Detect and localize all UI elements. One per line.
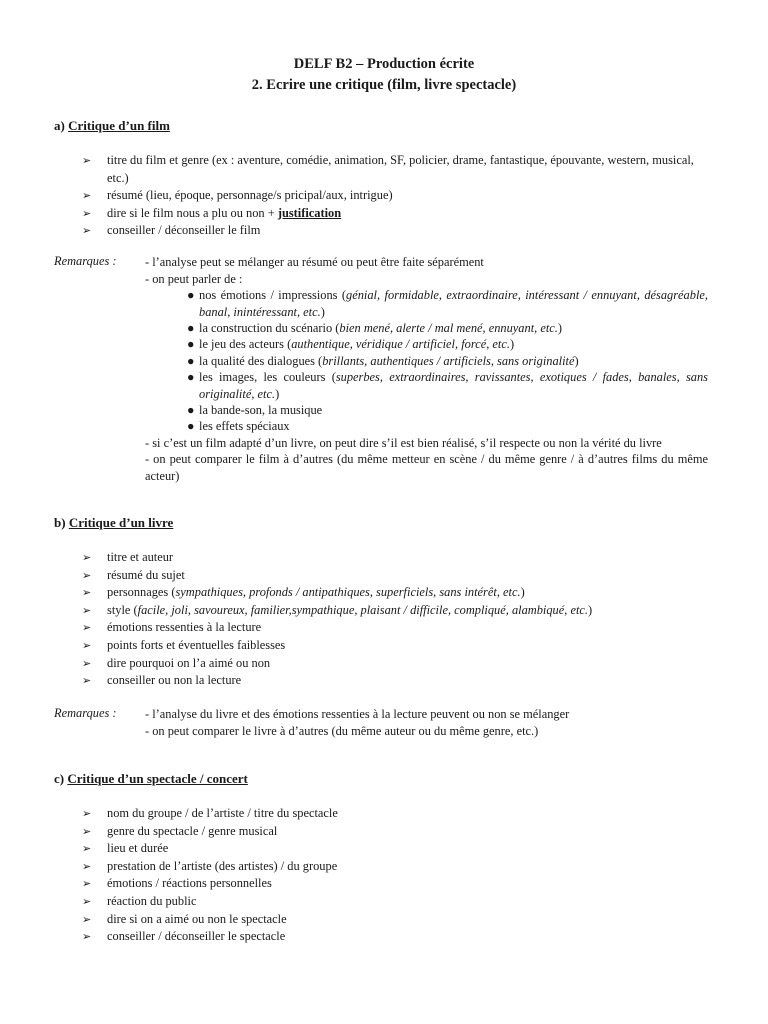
section-a-remarks: - l’analyse peut se mélanger au résumé ou peut être faite séparément - on peut parler de : ● nos émotions / impressions (génial, formidable, extraordinaire, intéressant / ennuyant, désagréable, banal, inintéressant, etc.) ● la construction du scénario (bien mené, alerte / mal mené, ennuyant, etc.) ● le jeu des acteurs (authentique, véridique / artificiel, forcé, etc.) ● la qualité des dialogues (brillants, authentiques / artificiels, sans originalité) ● les images, les couleurs (superbes, extraordinaires, ravissantes, exotiques / fades, banales, sans originalité, etc.) ● la bande-son, la musique ● les effets spéciaux - si c’est un film adapté d’un livre, on peut dire s’il est bien réalisé, s’il respecte ou non la vérité du livre - on peut comparer le film à d’autres (du même metteur en scène / du même genre / à d’autres films du même acteur) bbox=[145, 255, 709, 484]
remarks-label: Remarques : bbox=[54, 706, 117, 720]
list-item: ➢ points forts et éventuelles faiblesses bbox=[82, 637, 712, 655]
arrow-bullet-icon: ➢ bbox=[82, 656, 92, 670]
section-b-heading: b) Critique d’un livre bbox=[54, 515, 174, 530]
arrow-bullet-icon: ➢ bbox=[82, 930, 92, 944]
list-item: ➢ titre et auteur bbox=[82, 549, 712, 567]
list-item: ➢ dire si le film nous a plu ou non + justification bbox=[82, 205, 712, 223]
arrow-bullet-icon: ➢ bbox=[82, 568, 92, 582]
list-item: ➢ conseiller ou non la lecture bbox=[82, 672, 712, 690]
list-item: ➢ prestation de l’artiste (des artistes) / du groupe bbox=[82, 858, 712, 876]
arrow-bullet-icon: ➢ bbox=[82, 551, 92, 564]
dot-bullet-icon: ● bbox=[187, 337, 195, 352]
remark-item: ● la qualité des dialogues (brillants, authentiques / artificiels, sans originalité) bbox=[187, 353, 579, 368]
list-item: ➢ personnages (sympathiques, profonds / antipathiques, superficiels, sans intérêt, etc.) bbox=[82, 584, 712, 602]
section-b-remarks: - l’analyse du livre et des émotions ressenties à la lecture peuvent ou non se mélanger - on peut comparer le livre à d’autres (du même auteur ou du même genre, etc.) bbox=[145, 707, 570, 738]
list-item: ➢ résumé (lieu, époque, personnage/s pricipal/aux, intrigue) bbox=[82, 187, 712, 205]
justification-emphasis: justification bbox=[277, 205, 342, 220]
remark-item: ● la construction du scénario (bien mené, alerte / mal mené, ennuyant, etc.) bbox=[187, 321, 563, 335]
list-item: ➢ nom du groupe / de l’artiste / titre du spectacle bbox=[82, 805, 712, 823]
dot-bullet-icon: ● bbox=[187, 419, 195, 434]
list-item: ➢ dire si on a aimé ou non le spectacle bbox=[82, 911, 712, 929]
dot-bullet-icon: ● bbox=[187, 321, 195, 335]
list-item: ➢ émotions ressenties à la lecture bbox=[82, 619, 712, 637]
arrow-bullet-icon: ➢ bbox=[82, 877, 92, 891]
remarks-label: Remarques : bbox=[54, 254, 117, 268]
list-item: ➢ style (facile, joli, savoureux, familier,sympathique, plaisant / difficile, compliqué, alambiqué, etc.) bbox=[82, 602, 712, 620]
arrow-bullet-icon: ➢ bbox=[82, 894, 92, 908]
arrow-bullet-icon: ➢ bbox=[82, 154, 92, 167]
arrow-bullet-icon: ➢ bbox=[82, 586, 92, 600]
section-a-heading: a) Critique d’un film bbox=[54, 118, 170, 133]
list-item: ➢ genre du spectacle / genre musical bbox=[82, 823, 712, 841]
list-item: ➢ conseiller / déconseiller le spectacle bbox=[82, 928, 712, 946]
arrow-bullet-icon: ➢ bbox=[82, 824, 92, 838]
section-a-list bbox=[82, 152, 712, 240]
arrow-bullet-icon: ➢ bbox=[82, 842, 92, 856]
section-c-heading: c) Critique d’un spectacle / concert bbox=[54, 771, 248, 786]
arrow-bullet-icon: ➢ bbox=[82, 189, 92, 203]
remark-item: ● les effets spéciaux bbox=[187, 419, 290, 434]
list-item: ➢ conseiller / déconseiller le film bbox=[82, 222, 712, 240]
arrow-bullet-icon: ➢ bbox=[82, 859, 92, 873]
arrow-bullet-icon: ➢ bbox=[82, 912, 92, 926]
section-b-list bbox=[82, 549, 712, 690]
arrow-bullet-icon: ➢ bbox=[82, 638, 92, 652]
section-c-list bbox=[82, 805, 712, 946]
list-item: ➢ titre du film et genre (ex : aventure, comédie, animation, SF, policier, drame, fantastique, épouvante, western, musical, etc.) bbox=[82, 153, 694, 185]
dot-bullet-icon: ● bbox=[187, 370, 195, 385]
list-item: ➢ lieu et durée bbox=[82, 840, 712, 858]
dot-bullet-icon: ● bbox=[187, 288, 195, 303]
arrow-bullet-icon: ➢ bbox=[82, 674, 92, 688]
list-item: ➢ réaction du public bbox=[82, 893, 712, 911]
remark-item: ● nos émotions / impressions (génial, formidable, extraordinaire, intéressant / ennuyant, désagréable, banal, inintéressant, etc.) bbox=[187, 288, 708, 319]
arrow-bullet-icon: ➢ bbox=[82, 206, 92, 220]
dot-bullet-icon: ● bbox=[187, 353, 195, 368]
remark-item: ● le jeu des acteurs (authentique, véridique / artificiel, forcé, etc.) bbox=[187, 337, 515, 352]
list-item: ➢ émotions / réactions personnelles bbox=[82, 875, 712, 893]
arrow-bullet-icon: ➢ bbox=[82, 603, 92, 617]
list-item: ➢ résumé du sujet bbox=[82, 567, 712, 585]
document-subtitle: 2. Ecrire une critique (film, livre spectacle) bbox=[251, 77, 517, 93]
dot-bullet-icon: ● bbox=[187, 403, 195, 418]
arrow-bullet-icon: ➢ bbox=[82, 224, 92, 238]
document-title: DELF B2 – Production écrite bbox=[293, 56, 475, 72]
arrow-bullet-icon: ➢ bbox=[82, 621, 92, 635]
arrow-bullet-icon: ➢ bbox=[82, 807, 92, 820]
remark-item: ● les images, les couleurs (superbes, extraordinaires, ravissantes, exotiques / fades, banales, sans originalité, etc.) bbox=[187, 370, 709, 401]
remark-item: ● la bande-son, la musique bbox=[187, 403, 323, 418]
list-item: ➢ dire pourquoi on l’a aimé ou non bbox=[82, 655, 712, 673]
